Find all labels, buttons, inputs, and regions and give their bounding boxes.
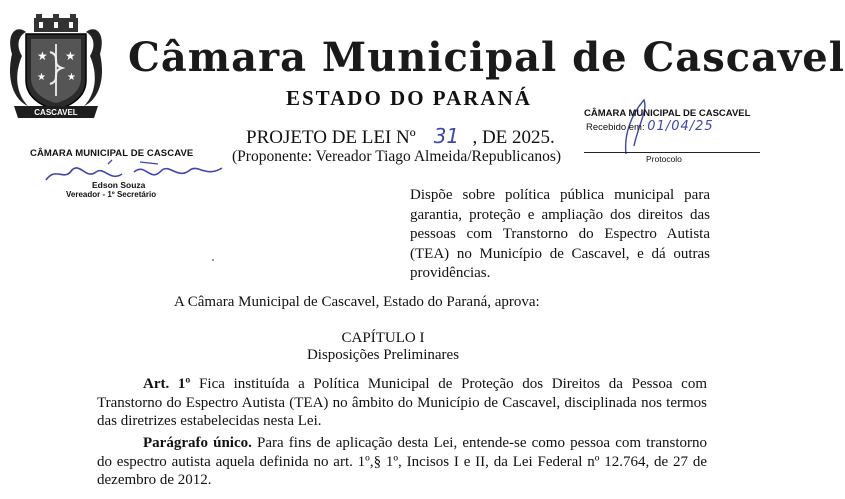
chamber-title: Câmara Municipal de Cascavel — [128, 34, 845, 81]
protocol-line — [584, 152, 760, 153]
stamp-left-title: CÂMARA MUNICIPAL DE CASCAVE — [30, 148, 194, 159]
article-1 — [97, 375, 707, 431]
received-date: 01/04/25 — [647, 119, 714, 134]
bill-summary: Dispõe sobre política pública municipal para garantia, proteção e ampliação dos direitos das pessoas com Transtorno do Espectro Autista (TEA) no Município de Cascavel, e dá outras providências. — [410, 187, 710, 281]
enactment-clause: A Câmara Municipal de Cascavel, Estado do Paraná, aprova: — [174, 294, 540, 310]
bill-suffix: , DE 2025. — [472, 127, 555, 148]
bill-prefix: PROJETO DE LEI Nº — [246, 127, 416, 148]
paragrafo-unico — [97, 434, 707, 490]
stamp-right-received — [586, 119, 714, 134]
secretary-stamp — [30, 148, 230, 208]
protocol-stamp — [584, 96, 762, 168]
state-title: ESTADO DO PARANÁ — [286, 86, 532, 110]
city-crest-logo — [6, 14, 106, 122]
stamp-left-name: Edson Souza — [92, 180, 146, 190]
protocol-label: Protocolo — [646, 154, 682, 164]
bill-proponent: (Proponente: Vereador Tiago Almeida/Republicanos) — [232, 148, 562, 165]
speck — [212, 259, 214, 261]
article-1-label: Art. 1º — [143, 376, 191, 392]
paragrafo-unico-text: Para fins de aplicação desta Lei, entende-se como pessoa com transtorno do espectro autista aquela definida no art. 1º,§ 1º, Incisos I e II, da Lei Federal nº 12.764, de 27 de dezembro de 2012. — [97, 435, 707, 488]
chapter-title: CAPÍTULO I — [341, 330, 425, 346]
bill-number: 31 — [433, 124, 460, 148]
crest-ribbon-label: CASCAVEL — [34, 108, 78, 117]
paragrafo-unico-label: Parágrafo único. — [143, 435, 252, 451]
svg-text:★: ★ — [37, 72, 46, 83]
received-label: Recebido em: — [586, 122, 645, 133]
svg-text:★: ★ — [67, 72, 76, 83]
svg-text:★: ★ — [65, 49, 76, 63]
stamp-right-title: CÂMARA MUNICIPAL DE CASCAVEL — [584, 108, 751, 119]
stamp-left-role: Vereador - 1º Secretário — [66, 190, 157, 199]
bill-heading — [246, 124, 555, 149]
chapter-subtitle: Disposições Preliminares — [306, 347, 460, 363]
svg-text:★: ★ — [37, 49, 48, 63]
article-1-text: Fica instituída a Política Municipal de Proteção dos Direitos da Pessoa com Transtorno do Espectro Autista (TEA) no âmbito do Município de Cascavel, disciplinada nos termos das diretrizes estabelecidas nesta Lei. — [97, 376, 707, 429]
